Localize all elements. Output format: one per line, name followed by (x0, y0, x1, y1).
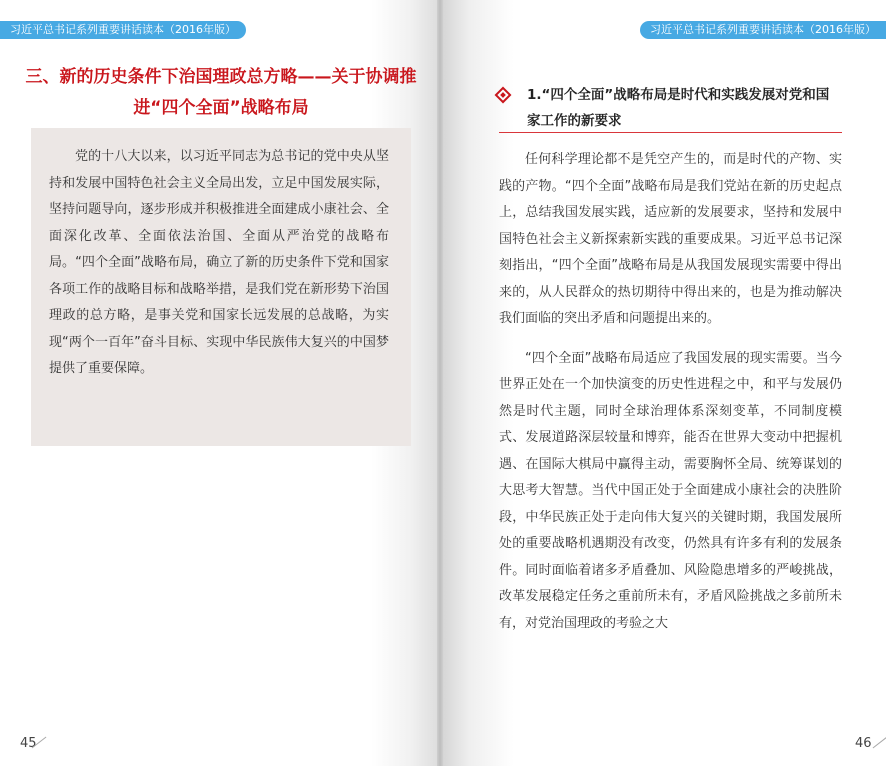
left-page-number: 45 (20, 736, 37, 751)
body-paragraph: 任何科学理论都不是凭空产生的，而是时代的产物、实践的产物。“四个全面”战略布局是我们党站在新的历史起点上，总结我国发展实践，适应新的发展要求，坚持和发展中国特色社会主义新探索新实践的重要成果。习近平总书记深刻指出，“四个全面”战略布局是从我国发展现实需要中得出来的，从人民群众的热切期待中得出来的，也是为推动解决我们面临的突出矛盾和问题提出来的。 (499, 152, 842, 326)
section-title: 1.“四个全面”战略布局是时代和实践发展对党和国家工作的新要求 (527, 87, 830, 129)
body-paragraph: “四个全面”战略布局适应了我国发展的现实需要。当今世界正处在一个加快演变的历史性进程之中，和平与发展仍然是时代主题，同时全球治理体系深刻变革，不同制度模式、发展道路深层较量和博弈，能否在世界大变动中把握机遇、在国际大棋局中赢得主动，需要胸怀全局、统筹谋划的大思考大智慧。当代中国正处于全面建成小康社会的决胜阶段，中华民族正处于走向伟大复兴的关键时期，我国发展所处的重要战略机遇期没有改变，仍然具有许多有利的发展条件。同时面临着诸多矛盾叠加、风险隐患增多的严峻挑战，改革发展稳定任务之重前所未有，矛盾风险挑战之多前所未有，对党治国理政的考验之大 (499, 350, 842, 631)
right-running-header: 习近平总书记系列重要讲话读本（2016年版） (640, 21, 886, 39)
section-heading (505, 82, 835, 134)
chapter-summary-box (31, 128, 411, 446)
left-page (0, 0, 437, 766)
right-page-number: 46 (855, 736, 872, 751)
left-running-header: 习近平总书记系列重要讲话读本（2016年版） (0, 21, 246, 39)
body-text (499, 147, 842, 637)
right-page (443, 0, 886, 766)
chapter-title: 三、新的历史条件下治国理政总方略——关于协调推进“四个全面”战略布局 (25, 67, 417, 118)
chapter-summary-text: 党的十八大以来，以习近平同志为总书记的党中央从坚持和发展中国特色社会主义全局出发，立足中国发展实际，坚持问题导向，逐步形成并积极推进全面建成小康社会、全面深化改革、全面依法治国、全面从严治党的战略布局。“四个全面”战略布局，确立了新的历史条件下党和国家各项工作的战略目标和战略举措，是我们党在新形势下治国理政的总方略，是事关党和国家长远发展的总战略，为实现“两个一百年”奋斗目标、实现中华民族伟大复兴的中国梦提供了重要保障。 (49, 149, 389, 376)
section-title-underline (499, 132, 842, 133)
page-number-slash (873, 737, 886, 749)
